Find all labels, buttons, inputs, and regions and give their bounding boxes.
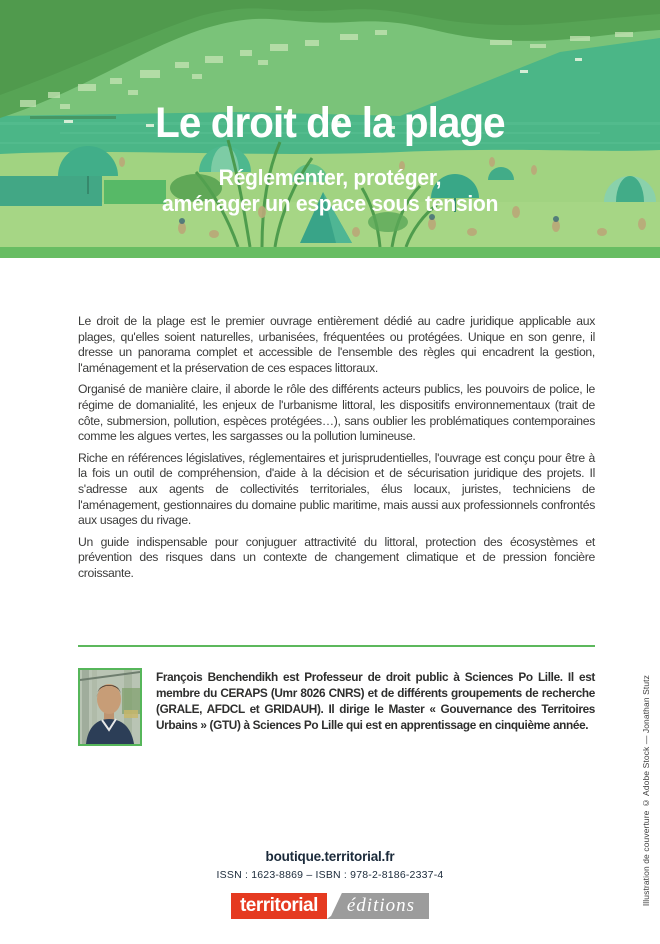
green-accent-band bbox=[0, 247, 660, 258]
author-portrait-illustration bbox=[80, 670, 140, 744]
author-bio-text: est Professeur de droit public à Sciences Po Lille. Il est membre du CERAPS (Umr 8026 CNRS) et de différents groupements de recherche (GRALE, AFDCL et GRIDAUH). Il dirige le Master « Gouvernance des Territoires Urbains » (GTU) à Sciences Po Lille qui est en apprentissage en cinquième année. bbox=[156, 670, 595, 732]
publisher-logo bbox=[0, 893, 660, 919]
back-cover-blurb bbox=[78, 314, 595, 587]
blurb-paragraph-2: Organisé de manière claire, il aborde le rôle des différents acteurs publics, les pouvoirs de police, le régime de domanialité, les enjeux de l'urbanisme littoral, les dispositifs environnementaux (trait de côte, submersion, pollution, espèces protégées…), sans oublier les problématiques contemporaines comme les algues vertes, les sargasses ou la pollution lumineuse. bbox=[78, 382, 595, 444]
cover-photo bbox=[0, 0, 660, 247]
publisher-logo-territorial: territorial bbox=[231, 893, 327, 919]
author-name: François Benchendikh bbox=[156, 670, 278, 684]
subtitle-line-2: aménager un espace sous tension bbox=[161, 191, 499, 216]
publisher-website: boutique.territorial.fr bbox=[265, 849, 395, 864]
author-section-divider bbox=[78, 645, 595, 647]
logo-notch-shape bbox=[327, 893, 342, 919]
blurb-paragraph-1: Le droit de la plage est le premier ouvrage entièrement dédié au cadre juridique applicable aux plages, qu'elles soient naturelles, urbanisées, fréquentées ou protégées. Unique en son genre, il dresse un panorama complet et accessible de l'ensemble des règles qui encadrent la gestion, l'aménagement et la préservation de ces espaces littoraux. bbox=[78, 314, 595, 376]
author-section bbox=[78, 668, 595, 746]
publisher-logo-editions: éditions bbox=[327, 893, 429, 919]
blurb-paragraph-4: Un guide indispensable pour conjuguer attractivité du littoral, protection des écosystèmes et prévention des risques dans un contexte de changement climatique et de pression foncière croissante. bbox=[78, 534, 595, 581]
author-portrait bbox=[78, 668, 142, 746]
book-title: Le droit de la plage bbox=[155, 99, 505, 147]
issn-isbn: ISSN : 1623-8869 – ISBN : 978-2-8186-2337-4 bbox=[216, 869, 444, 881]
author-bio bbox=[156, 668, 595, 746]
subtitle-line-1: Réglementer, protéger, bbox=[218, 165, 442, 190]
illustration-credit: Illustration de couverture © Adobe Stock — Jonathan Stutz bbox=[641, 674, 651, 906]
blurb-paragraph-3: Riche en références législatives, réglementaires et jurisprudentielles, l'ouvrage est conçu pour être à la fois un outil de compréhension, d'aide à la décision et de sécurisation juridique des projets. Il s'adresse aux agents de collectivités territoriales, élus locaux, juristes, techniciens de l'aménagement, gestionnaires du domaine public maritime, mais aussi aux professionnels confrontés aux usages du rivage. bbox=[78, 450, 595, 528]
book-subtitle bbox=[0, 165, 660, 217]
